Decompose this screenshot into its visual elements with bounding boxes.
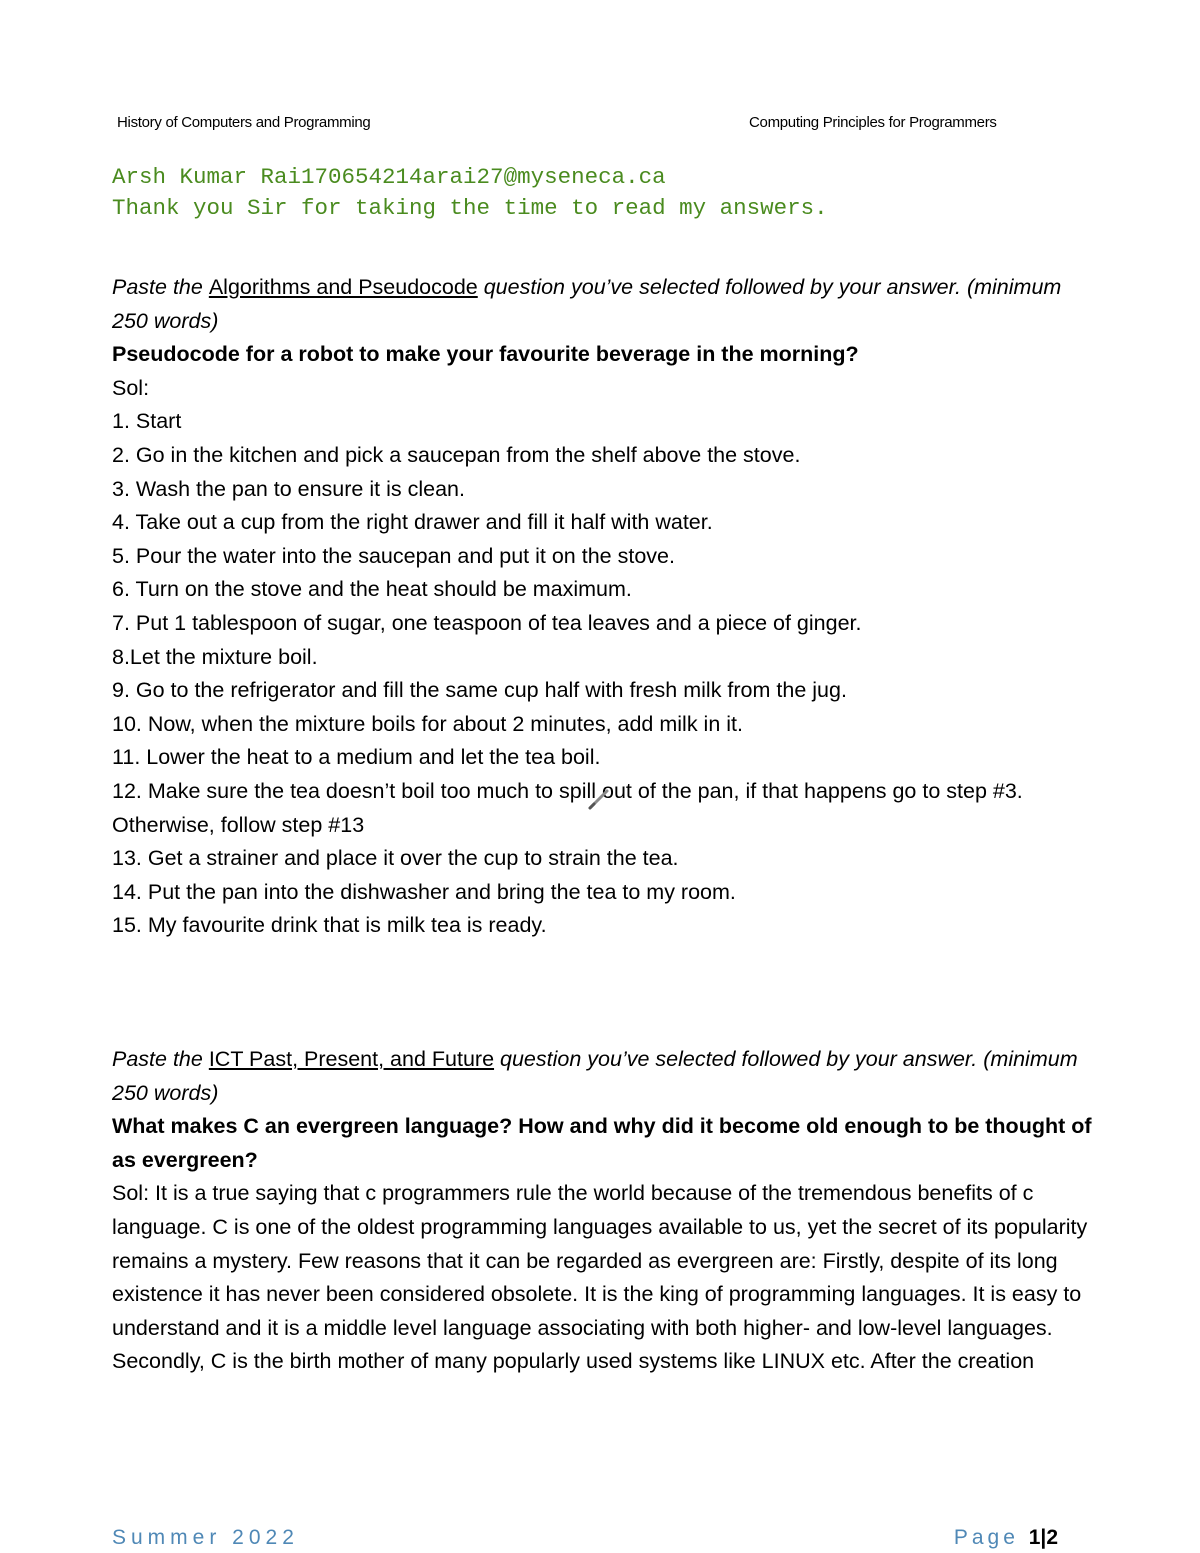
pseudocode-step: 8.Let the mixture boil. [112,644,318,669]
footer-page-number [954,1526,1058,1550]
section1-question: Pseudocode for a robot to make your favourite beverage in the morning? [112,342,859,367]
pseudocode-step: 3. Wash the pan to ensure it is clean. [112,476,465,501]
pseudocode-step: 10. Now, when the mixture boils for about 2 minutes, add milk in it. [112,711,743,736]
page-separator: | [1040,1526,1047,1549]
section-algorithms [112,271,1092,943]
thanks-note: Thank you Sir for taking the time to read my answers. [112,195,828,221]
pseudocode-step: 15. My favourite drink that is milk tea is ready. [112,913,547,938]
pseudocode-step: 5. Pour the water into the saucepan and put it on the stove. [112,543,675,568]
pencil-icon [588,788,610,810]
pseudocode-steps [112,405,1092,943]
section2-question: What makes C an evergreen language? How and why did it become old enough to be thought of as evergreen? [112,1114,1092,1172]
prompt-suffix: question you’ve selected followed by your answer. (minimum 250 words) [112,1047,1078,1105]
pseudocode-step: 12. Make sure the tea doesn’t boil too much to spill out of the pan, if that happens go to step #3. Otherwise, follow step #13 [112,778,1023,837]
prompt-prefix: Paste the [112,1047,209,1071]
section-ict [112,1043,1092,1379]
pseudocode-step: 9. Go to the refrigerator and fill the same cup half with fresh milk from the jug. [112,678,847,703]
pseudocode-step: 13. Get a strainer and place it over the cup to strain the tea. [112,846,679,871]
pseudocode-step: 2. Go in the kitchen and pick a saucepan from the shelf above the stove. [112,442,801,467]
section2-prompt [112,1043,1092,1110]
section2-answer: Sol: It is a true saying that c programmers rule the world because of the tremendous benefits of c language. C is one of the oldest programming languages available to us, yet the secret of its popularity remains a mystery. Few reasons that it can be regarded as evergreen are: Firstly, despite of its long existence it has never been considered obsolete. It is the king of programming languages. It is easy to understand and it is a middle level language associating with both higher- and low-level languages. Secondly, C is the birth mother of many popularly used systems like LINUX etc. After the creation [112,1181,1088,1374]
student-info: Arsh Kumar Rai170654214arai27@myseneca.ca [112,164,666,190]
prompt-topic: Algorithms and Pseudocode [208,275,478,299]
page-total: 2 [1046,1526,1058,1549]
header-left-title: History of Computers and Programming [117,114,371,131]
pseudocode-step: 4. Take out a cup from the right drawer and fill it half with water. [112,510,713,535]
prompt-topic: ICT Past, Present, and Future [208,1047,495,1071]
page-label: Page [953,1526,1019,1549]
pseudocode-step: 7. Put 1 tablespoon of sugar, one teaspoon of tea leaves and a piece of ginger. [112,610,862,635]
sol-label: Sol: [112,375,150,400]
pseudocode-step: 11. Lower the heat to a medium and let the tea boil. [112,745,601,770]
pseudocode-step: 6. Turn on the stove and the heat should be maximum. [112,577,632,602]
section1-prompt [112,271,1092,338]
page-current: 1 [1028,1526,1041,1549]
pseudocode-step: 1. Start [112,409,182,434]
header-right-title: Computing Principles for Programmers [749,114,997,131]
pseudocode-step: 14. Put the pan into the dishwasher and bring the tea to my room. [112,879,736,904]
prompt-suffix: question you’ve selected followed by your answer. (minimum 250 words) [112,275,1062,333]
footer-term: Summer 2022 [112,1526,299,1549]
prompt-prefix: Paste the [112,275,209,299]
